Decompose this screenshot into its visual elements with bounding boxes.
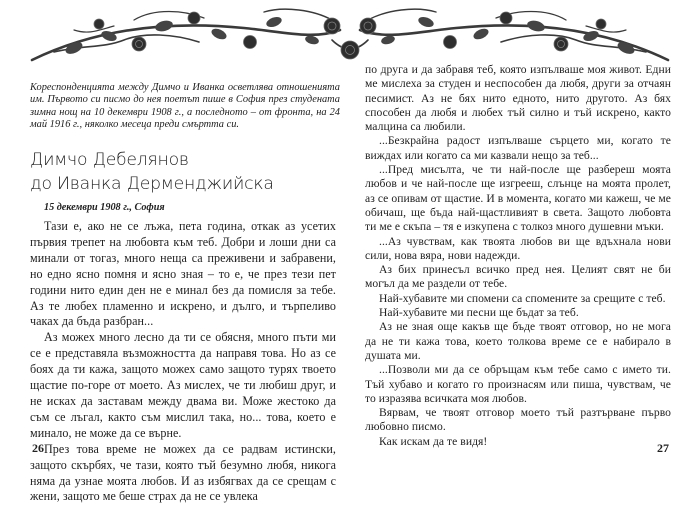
paragraph: Вярвам, че твоят отговор моето тъй разтърване първо любовно писмо. (365, 406, 671, 434)
left-page (0, 0, 350, 504)
paragraph: Най-хубавите ми песни ще бъдат за теб. (379, 306, 579, 320)
paragraph: ...Безкрайна радост изпълваше сърцето ми, когато те виждах или когато са ми казвали нещо за теб... (365, 134, 671, 162)
paragraph: Тази е, ако не се лъжа, пета година, откак аз усетих първия трепет на любовта към теб. Добри и лоши дни са минали от тогаз, много неща са преживени и забравени, но едно ясно помня и ясно зная – то е, че през тези пет години нито един ден не е минал без да помисля за тебе. Аз те любех пламенно и искрено, и дълго, и търпеливо чаках да бъда разбран... (30, 219, 336, 329)
paragraph: Как искам да те видя! (379, 434, 488, 448)
heading-author: Димчо Дебелянов (30, 150, 189, 170)
paragraph: През това време не можех да се радвам истински, защото скърбях, че тази, която тъй безумно любя, никога няма да узнае моята любов. И аз избягвах да се срещам с жени, защото ме беше страх да не се увлека (30, 441, 336, 504)
intro-note: Кореспонденцията между Димчо и Иванка осветлява отношенията им. Първото си писмо до нея поетът пише в София през студената зимна нощ на 10 декември 1908 г., а последното – от фронта, на 24 май 1916 г., няколко месеца преди смъртта си. (30, 82, 340, 131)
letter-dateline: 15 декември 1908 г., София (44, 202, 165, 213)
paragraph: ...Пред мисълта, че ти най-после ще разбереш моята любов и че най-после ще изгрееш, слънце на моята пролет, аз се опивам от щастие. И в момента, когато ми кажеш, че ме обичаш, ще бъда най-щастливият в света. Защото любовта ти ме е скъпа – тя е изкупена с толкоз много душевни мъки. (365, 163, 671, 234)
letter-heading (30, 148, 346, 196)
page-number: 27 (657, 441, 669, 455)
paragraph: Най-хубавите ми спомени са спомените за срещите с теб. (379, 291, 666, 305)
heading-recipient: до Иванка Дерменджийска (30, 174, 274, 194)
page-number: 26 (32, 441, 44, 455)
paragraph: ...Аз чувствам, как твоята любов ви ще вдъхнала нови сили, нова вяра, нови надежди. (365, 234, 671, 262)
paragraph: Аз можех много лесно да ти се обясня, много пъти ми се е представяла възможността да направя това. Но аз се бояx да ти кажа, защото можех само защото турях твоето щастие по-горе от моето. Аз мислех, че ти любиш друг, и не исках да заставам между двама ви. Може жестоко да съм се лъгал, както съм мислил така, но... това, което е минало, не може да се върне. (30, 330, 336, 440)
right-page-body (365, 63, 671, 449)
paragraph: по друга и да забравя теб, която изпълваше моя живот. Едни ме мислеха за студен и неспособен да любя, други за отчаян песимист. Аз не бях нито едното, нито другото. Аз бях способен да любя и любех тъй силно и тъй искрено, както малцина са любили. (365, 63, 671, 134)
paragraph: ...Позволи ми да се обръщам към тебе само с името ти. Тъй хубаво и когато го произнасям или пиша, чувствам, че то изразява всичката моя любов. (365, 363, 671, 405)
paragraph: Аз бих принесъл всичко пред нея. Целият свят не би могъл да ме раздели от тебе. (365, 263, 671, 291)
left-page-body (30, 219, 336, 505)
paragraph: Аз не зная още какъв ще бъде твоят отговор, но не мога да не ти кажа това, което толкова време се е набирало в душата ми. (365, 320, 671, 362)
